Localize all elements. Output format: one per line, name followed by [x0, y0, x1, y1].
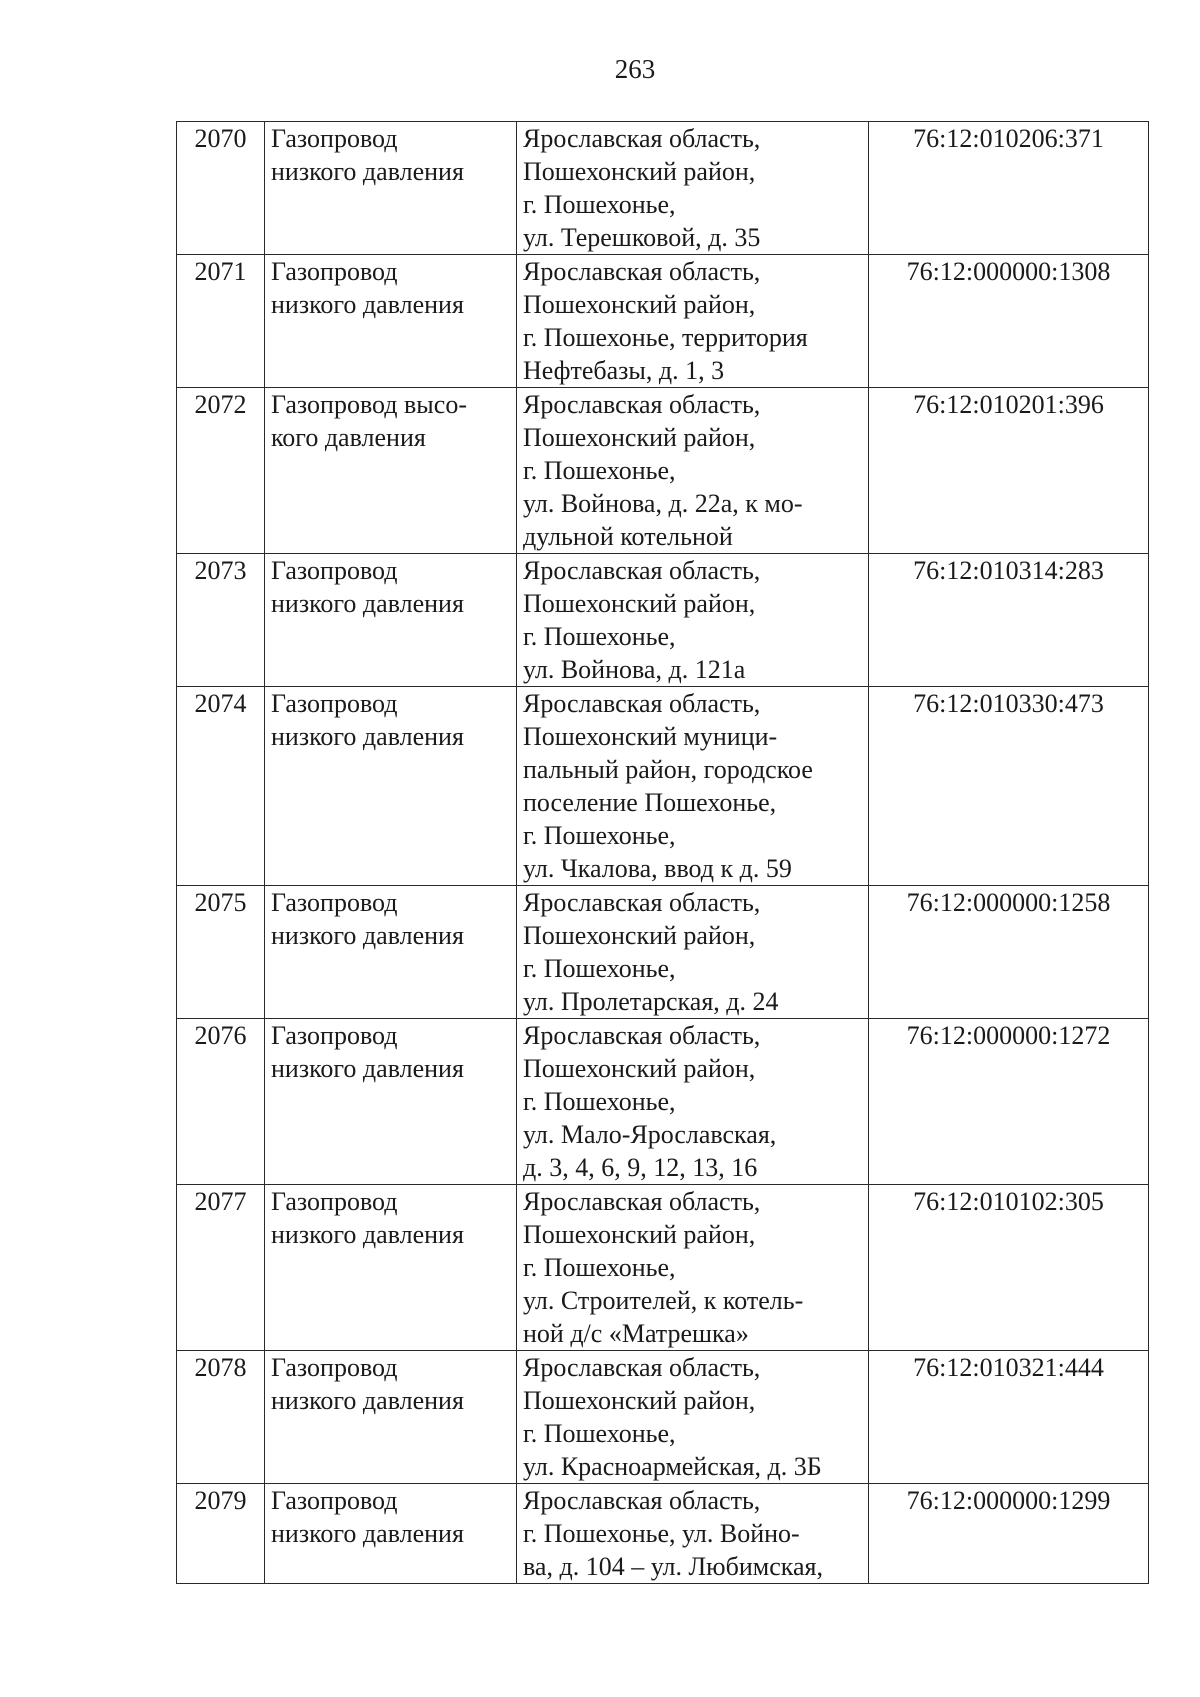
- cadastral-number-cell: 76:12:010330:473: [869, 687, 1149, 886]
- text-line: г. Пошехонье, территория: [523, 323, 808, 352]
- table-row: [177, 554, 1149, 687]
- cadastral-number-cell: 76:12:010206:371: [869, 122, 1149, 255]
- text-line: Ярославская область,: [523, 1486, 761, 1515]
- cadastral-number-cell: 76:12:000000:1299: [869, 1484, 1149, 1584]
- table-row: [177, 886, 1149, 1019]
- registry-table: [176, 121, 1149, 1584]
- row-number-cell: 2072: [177, 388, 265, 554]
- object-name-cell: [265, 687, 517, 886]
- registry-table-body: [177, 122, 1149, 1584]
- object-name-cell: [265, 554, 517, 687]
- text-line: Ярославская область,: [523, 689, 761, 718]
- text-line: Пошехонский район,: [523, 921, 756, 950]
- address-cell: [517, 886, 869, 1019]
- text-line: Газопровод: [271, 689, 398, 718]
- address-cell: [517, 1484, 869, 1584]
- text-line: низкого давления: [271, 921, 464, 950]
- address-cell: [517, 255, 869, 388]
- row-number-cell: 2073: [177, 554, 265, 687]
- row-number-cell: 2071: [177, 255, 265, 388]
- address-cell: [517, 1185, 869, 1351]
- address-cell: [517, 1351, 869, 1484]
- text-line: Газопровод: [271, 1486, 398, 1515]
- text-line: Ярославская область,: [523, 556, 761, 585]
- text-line: Пошехонский район,: [523, 290, 756, 319]
- text-line: Ярославская область,: [523, 888, 761, 917]
- table-row: [177, 1484, 1149, 1584]
- text-line: пальный район, городское: [523, 755, 813, 784]
- table-row: [177, 1019, 1149, 1185]
- text-line: Пошехонский район,: [523, 1054, 756, 1083]
- text-line: Нефтебазы, д. 1, 3: [523, 356, 725, 385]
- text-line: г. Пошехонье,: [523, 456, 676, 485]
- cadastral-number-cell: 76:12:000000:1258: [869, 886, 1149, 1019]
- object-name-cell: [265, 1351, 517, 1484]
- text-line: Ярославская область,: [523, 257, 761, 286]
- object-name-cell: [265, 1185, 517, 1351]
- cadastral-number-cell: 76:12:010321:444: [869, 1351, 1149, 1484]
- text-line: г. Пошехонье,: [523, 954, 676, 983]
- row-number-cell: 2076: [177, 1019, 265, 1185]
- text-line: ул. Красноармейская, д. 3Б: [523, 1452, 822, 1481]
- text-line: г. Пошехонье,: [523, 622, 676, 651]
- row-number-cell: 2079: [177, 1484, 265, 1584]
- cadastral-number-cell: 76:12:010201:396: [869, 388, 1149, 554]
- cadastral-number-cell: 76:12:010314:283: [869, 554, 1149, 687]
- object-name-cell: [265, 1019, 517, 1185]
- text-line: г. Пошехонье,: [523, 821, 676, 850]
- text-line: Газопровод: [271, 124, 398, 153]
- text-line: кого давления: [271, 423, 426, 452]
- table-row: [177, 1185, 1149, 1351]
- row-number-cell: 2077: [177, 1185, 265, 1351]
- text-line: г. Пошехонье, ул. Войно-: [523, 1519, 800, 1548]
- text-line: Ярославская область,: [523, 124, 761, 153]
- text-line: Пошехонский район,: [523, 1386, 756, 1415]
- text-line: низкого давления: [271, 589, 464, 618]
- text-line: Ярославская область,: [523, 1187, 761, 1216]
- text-line: Пошехонский район,: [523, 589, 756, 618]
- text-line: Пошехонский район,: [523, 423, 756, 452]
- text-line: г. Пошехонье,: [523, 190, 676, 219]
- table-row: [177, 255, 1149, 388]
- text-line: Пошехонский район,: [523, 1220, 756, 1249]
- text-line: низкого давления: [271, 1220, 464, 1249]
- row-number-cell: 2074: [177, 687, 265, 886]
- object-name-cell: [265, 122, 517, 255]
- text-line: г. Пошехонье,: [523, 1087, 676, 1116]
- object-name-cell: [265, 886, 517, 1019]
- text-line: ул. Чкалова, ввод к д. 59: [523, 854, 792, 883]
- address-cell: [517, 388, 869, 554]
- text-line: ул. Войнова, д. 22а, к мо-: [523, 489, 803, 518]
- text-line: Газопровод: [271, 1187, 398, 1216]
- table-row: [177, 388, 1149, 554]
- text-line: Пошехонский район,: [523, 157, 756, 186]
- text-line: Газопровод: [271, 556, 398, 585]
- address-cell: [517, 687, 869, 886]
- text-line: Газопровод: [271, 257, 398, 286]
- text-line: г. Пошехонье,: [523, 1419, 676, 1448]
- address-cell: [517, 1019, 869, 1185]
- cadastral-number-cell: 76:12:010102:305: [869, 1185, 1149, 1351]
- object-name-cell: [265, 255, 517, 388]
- text-line: ул. Строителей, к котель-: [523, 1286, 804, 1315]
- text-line: г. Пошехонье,: [523, 1253, 676, 1282]
- text-line: ной д/с «Матрешка»: [523, 1319, 749, 1348]
- text-line: поселение Пошехонье,: [523, 788, 777, 817]
- cadastral-number-cell: 76:12:000000:1308: [869, 255, 1149, 388]
- cadastral-number-cell: 76:12:000000:1272: [869, 1019, 1149, 1185]
- text-line: низкого давления: [271, 722, 464, 751]
- text-line: ул. Войнова, д. 121а: [523, 655, 746, 684]
- row-number-cell: 2070: [177, 122, 265, 255]
- text-line: ул. Терешковой, д. 35: [523, 223, 761, 252]
- table-row: [177, 122, 1149, 255]
- text-line: Ярославская область,: [523, 1021, 761, 1050]
- text-line: Ярославская область,: [523, 1353, 761, 1382]
- address-cell: [517, 554, 869, 687]
- row-number-cell: 2075: [177, 886, 265, 1019]
- text-line: ул. Мало-Ярославская,: [523, 1120, 777, 1149]
- text-line: низкого давления: [271, 1386, 464, 1415]
- table-row: [177, 1351, 1149, 1484]
- table-row: [177, 687, 1149, 886]
- text-line: д. 3, 4, 6, 9, 12, 13, 16: [523, 1153, 758, 1182]
- text-line: Газопровод высо-: [271, 390, 467, 419]
- text-line: низкого давления: [271, 157, 464, 186]
- text-line: ул. Пролетарская, д. 24: [523, 987, 779, 1016]
- object-name-cell: [265, 388, 517, 554]
- text-line: Ярославская область,: [523, 390, 761, 419]
- text-line: Газопровод: [271, 1021, 398, 1050]
- text-line: Газопровод: [271, 888, 398, 917]
- address-cell: [517, 122, 869, 255]
- text-line: низкого давления: [271, 1519, 464, 1548]
- text-line: Пошехонский муници-: [523, 722, 778, 751]
- text-line: низкого давления: [271, 1054, 464, 1083]
- page-number: 263: [614, 54, 656, 84]
- row-number-cell: 2078: [177, 1351, 265, 1484]
- text-line: ва, д. 104 – ул. Любимская,: [523, 1552, 823, 1581]
- text-line: низкого давления: [271, 290, 464, 319]
- object-name-cell: [265, 1484, 517, 1584]
- text-line: Газопровод: [271, 1353, 398, 1382]
- text-line: дульной котельной: [523, 522, 733, 551]
